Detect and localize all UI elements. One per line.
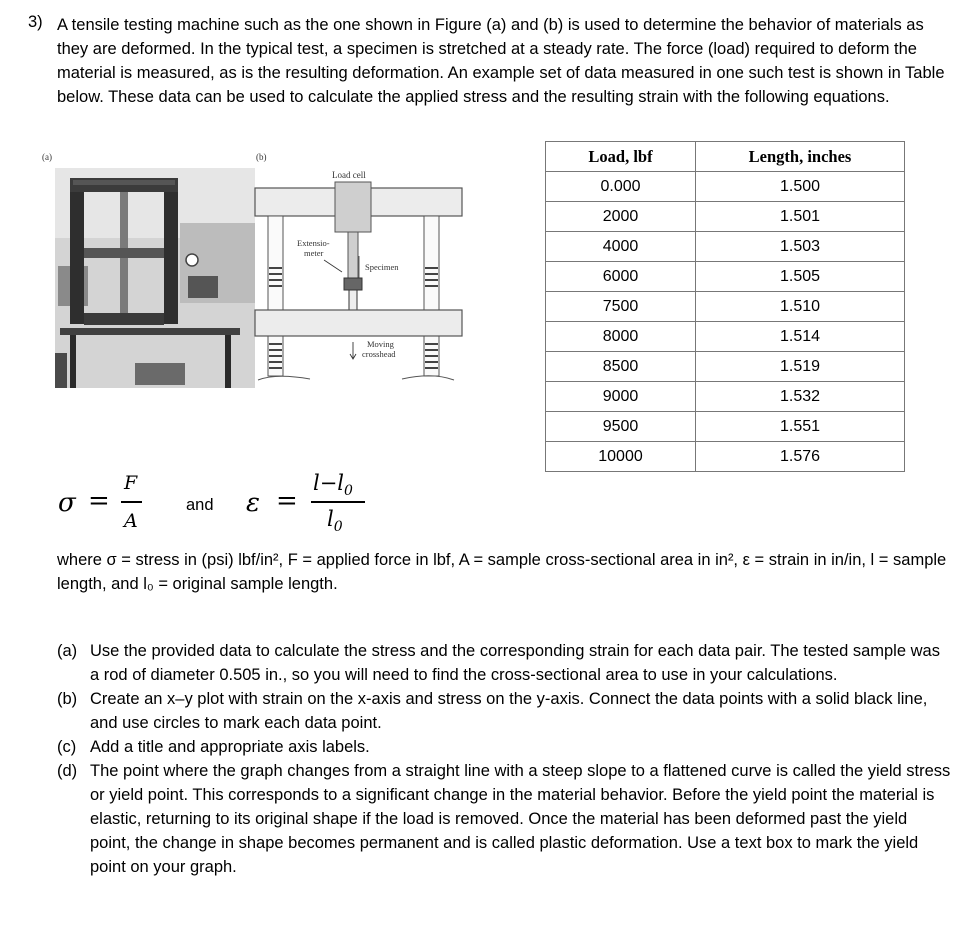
specimen-label: Specimen bbox=[365, 262, 399, 272]
fraction-bar bbox=[121, 501, 142, 503]
table-row bbox=[546, 322, 905, 352]
length-cell: 1.501 bbox=[696, 202, 905, 232]
strain-denominator: $l_0$ bbox=[327, 507, 343, 536]
extensometer-label-line1: Extensio- bbox=[297, 238, 330, 248]
table-row bbox=[546, 382, 905, 412]
fraction-bar bbox=[311, 501, 365, 503]
table-row bbox=[546, 232, 905, 262]
equals-sign: = bbox=[88, 486, 110, 516]
and-text: and bbox=[186, 496, 214, 514]
length-cell: 1.503 bbox=[696, 232, 905, 262]
table-row bbox=[546, 202, 905, 232]
load-cell: 9500 bbox=[546, 412, 696, 442]
question-number: 3) bbox=[28, 13, 43, 31]
moving-crosshead-label-line2: crosshead bbox=[362, 349, 396, 359]
epsilon-symbol: ε bbox=[246, 488, 260, 518]
table-row bbox=[546, 442, 905, 472]
length-cell: 1.551 bbox=[696, 412, 905, 442]
task-item-b: (b) Create an x–y plot with strain on the x-axis and stress on the y-axis. Connect the data points with a solid black line, and use circles to mark each data point. bbox=[57, 690, 928, 732]
figure-a-photo bbox=[40, 148, 255, 388]
problem-intro: A tensile testing machine such as the one shown in Figure (a) and (b) is used to determine the behavior of materials as they are deformed. In the typical test, a specimen is stretched at a steady rate. The force (load) required to deform the material is measured, as is the resulting deformation. An example set of data measured in one such test is shown in Table below. These data can be used to calculate the applied stress and the resulting strain with the following equations. bbox=[57, 16, 945, 106]
task-item-a: (a) Use the provided data to calculate the stress and the corresponding strain for each data pair. The tested sample was a rod of diameter 0.505 in., so you will need to find the cross-sectional area to use in your calculations. bbox=[57, 642, 940, 684]
table-row bbox=[546, 262, 905, 292]
load-cell: 6000 bbox=[546, 262, 696, 292]
figure-b-label: (b) bbox=[256, 152, 267, 162]
load-cell-label: Load cell bbox=[332, 170, 366, 180]
table-row bbox=[546, 172, 905, 202]
load-cell: 8500 bbox=[546, 352, 696, 382]
equals-sign: = bbox=[276, 486, 298, 516]
length-cell: 1.514 bbox=[696, 322, 905, 352]
table-row bbox=[546, 352, 905, 382]
length-cell: 1.532 bbox=[696, 382, 905, 412]
extensometer-label-line2: meter bbox=[304, 248, 324, 258]
task-item-d: (d) The point where the graph changes from a straight line with a steep slope to a flattened curve is called the yield stress or yield point. This corresponds to a significant change in the material behavior. Before the yield point the material is elastic, returning to its original shape if the load is removed. Once the material has been deformed past the yield point, the change in shape becomes permanent and is called plastic deformation. Use a text box to mark the yield point on your graph. bbox=[57, 762, 951, 876]
figure-a-label: (a) bbox=[42, 152, 52, 162]
force-symbol: F bbox=[124, 472, 138, 494]
load-cell: 2000 bbox=[546, 202, 696, 232]
task-list bbox=[57, 639, 952, 879]
load-cell: 8000 bbox=[546, 322, 696, 352]
sigma-symbol: σ bbox=[58, 488, 76, 518]
column-header-load: Load, lbf bbox=[546, 142, 696, 172]
variable-definitions: where σ = stress in (psi) lbf/in², F = applied force in lbf, A = sample cross-sectional area in in², ε = strain in in/in, l = sample length, and l₀ = original sample length. bbox=[57, 551, 947, 593]
length-cell: 1.510 bbox=[696, 292, 905, 322]
load-cell: 0.000 bbox=[546, 172, 696, 202]
load-length-table bbox=[545, 141, 905, 472]
length-cell: 1.505 bbox=[696, 262, 905, 292]
length-cell: 1.519 bbox=[696, 352, 905, 382]
load-cell: 10000 bbox=[546, 442, 696, 472]
table-row bbox=[546, 292, 905, 322]
column-header-length: Length, inches bbox=[696, 142, 905, 172]
moving-crosshead-label-line1: Moving bbox=[367, 339, 394, 349]
length-cell: 1.500 bbox=[696, 172, 905, 202]
load-cell: 9000 bbox=[546, 382, 696, 412]
task-item-c: (c) Add a title and appropriate axis labels. bbox=[57, 738, 370, 756]
area-symbol: A bbox=[124, 510, 138, 532]
load-cell: 7500 bbox=[546, 292, 696, 322]
figure-b-schematic bbox=[252, 148, 464, 393]
length-cell: 1.576 bbox=[696, 442, 905, 472]
load-cell: 4000 bbox=[546, 232, 696, 262]
table-row bbox=[546, 412, 905, 442]
strain-numerator: $l-l_0$ bbox=[313, 471, 353, 500]
